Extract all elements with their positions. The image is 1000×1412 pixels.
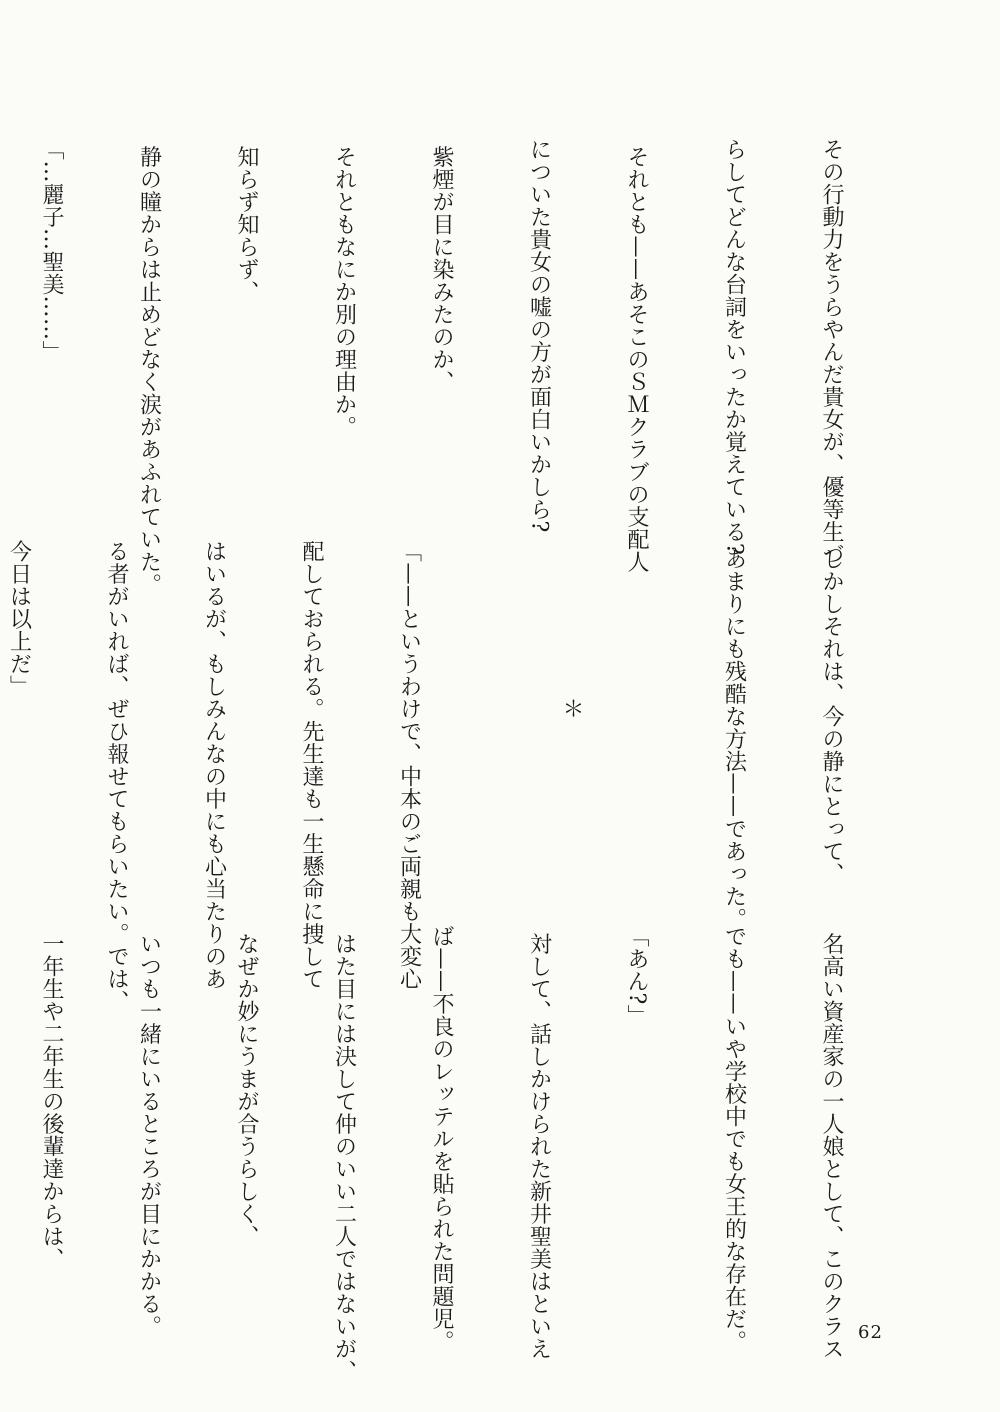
text-line: 「——というわけで、中本のご両親も大変心 [396, 540, 422, 990]
text-line: 知らず知らず、 [234, 138, 259, 303]
text-line: 「あん?」 [624, 925, 649, 1028]
page-number: 62 [858, 1322, 883, 1343]
text-line: 「…麗子…聖美……」 [39, 138, 64, 363]
text-line: それとも——あそこのＳＭクラブの支配人 [624, 138, 649, 573]
text-block-top [39, 138, 912, 596]
text-line: についた貴女の嘘の方が面白いかしら? [526, 138, 552, 533]
text-line: いつも一緒にいるところが目にかかる。 [136, 925, 162, 1338]
section-break-asterisk: ＊ [559, 540, 584, 720]
text-line: しかしそれは、今の静にとって、 [819, 540, 844, 885]
text-line: 名高い資産家の一人娘として、このクラス [819, 925, 844, 1360]
text-line: 紫煙が目に染みたのか、 [429, 138, 454, 393]
text-line: る者がいれば、ぜひ報せてもらいたい。では、 [104, 540, 129, 1013]
text-line: らしてどんな台詞をいったか覚えている? [721, 138, 747, 556]
text-line: 配しておられる。先生達も一生懸命に捜して [299, 540, 324, 990]
text-line: でも——いや学校中でも女王的な存在だ。 [721, 925, 747, 1353]
text-line: 静の瞳からは止めどなく涙があふれていた。 [136, 138, 162, 596]
text-line: はた目には決して仲のいい二人ではないが、 [331, 925, 357, 1383]
text-line: 対して、話しかけられた新井聖美はといえ [526, 925, 552, 1360]
text-line: 今日は以上だ」 [6, 540, 32, 698]
text-line: その行動力をうらやんだ貴女が、優等生づ [819, 138, 844, 566]
text-line: あまりにも残酷な方法——であった。 [721, 540, 747, 930]
text-line: それともなにか別の理由か。 [331, 138, 357, 438]
text-line: 一年生や二年生の後輩達からは、 [39, 925, 64, 1270]
text-line: はいるが、もしみんなの中にも心当たりのあ [201, 540, 227, 990]
text-line: ば——不良のレッテルを貼られた問題児。 [429, 925, 454, 1353]
text-line: なぜか妙にうまが合うらしく、 [234, 925, 259, 1248]
